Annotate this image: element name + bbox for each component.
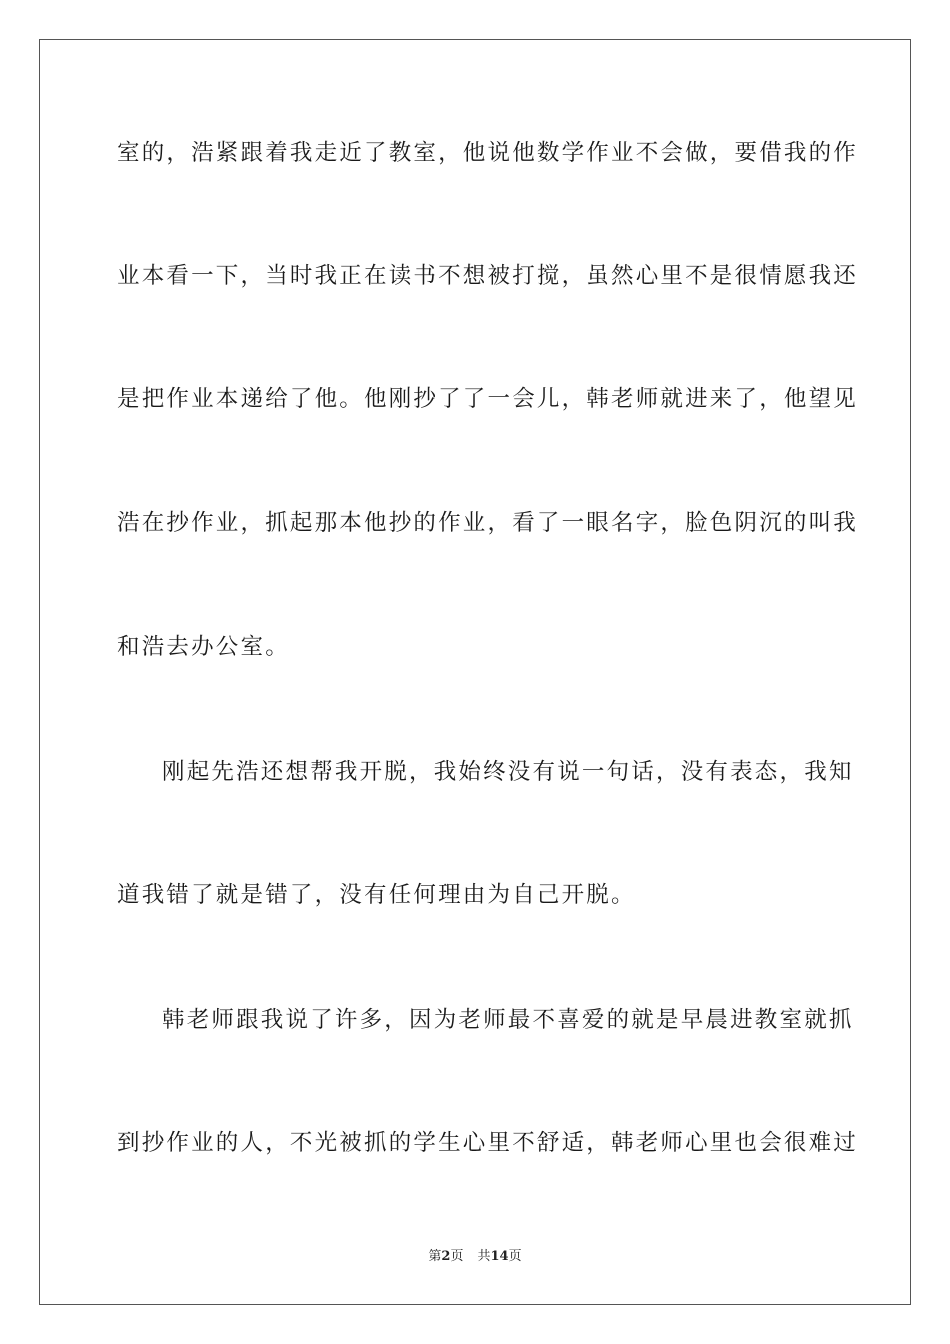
paragraph-line: 韩老师跟我说了许多，因为老师最不喜爱的就是早晨进教室就抓 [162,1007,854,1033]
page-frame [39,39,911,1305]
page-number: 2 [441,1249,451,1264]
paragraph-line: 和浩去办公室。 [117,634,290,660]
page-prefix: 第 [428,1249,442,1264]
total-pages: 14 [490,1249,509,1264]
paragraph-line: 道我错了就是错了，没有任何理由为自己开脱。 [117,882,636,908]
page-footer [0,1248,950,1266]
page-suffix: 页 [450,1249,464,1264]
total-suffix: 页 [508,1249,522,1264]
paragraph-line: 刚起先浩还想帮我开脱，我始终没有说一句话，没有表态，我知 [162,759,854,785]
paragraph-line: 是把作业本递给了他。他刚抄了了一会儿，韩老师就进来了，他望见 [117,386,859,412]
paragraph-line: 室的，浩紧跟着我走近了教室，他说他数学作业不会做，要借我的作 [117,140,859,166]
total-prefix: 共 [477,1249,491,1264]
paragraph-line: 业本看一下，当时我正在读书不想被打搅，虽然心里不是很情愿我还 [117,263,859,289]
paragraph-line: 浩在抄作业，抓起那本他抄的作业，看了一眼名字，脸色阴沉的叫我 [117,510,859,536]
paragraph-line: 到抄作业的人，不光被抓的学生心里不舒适，韩老师心里也会很难过 [117,1130,859,1156]
